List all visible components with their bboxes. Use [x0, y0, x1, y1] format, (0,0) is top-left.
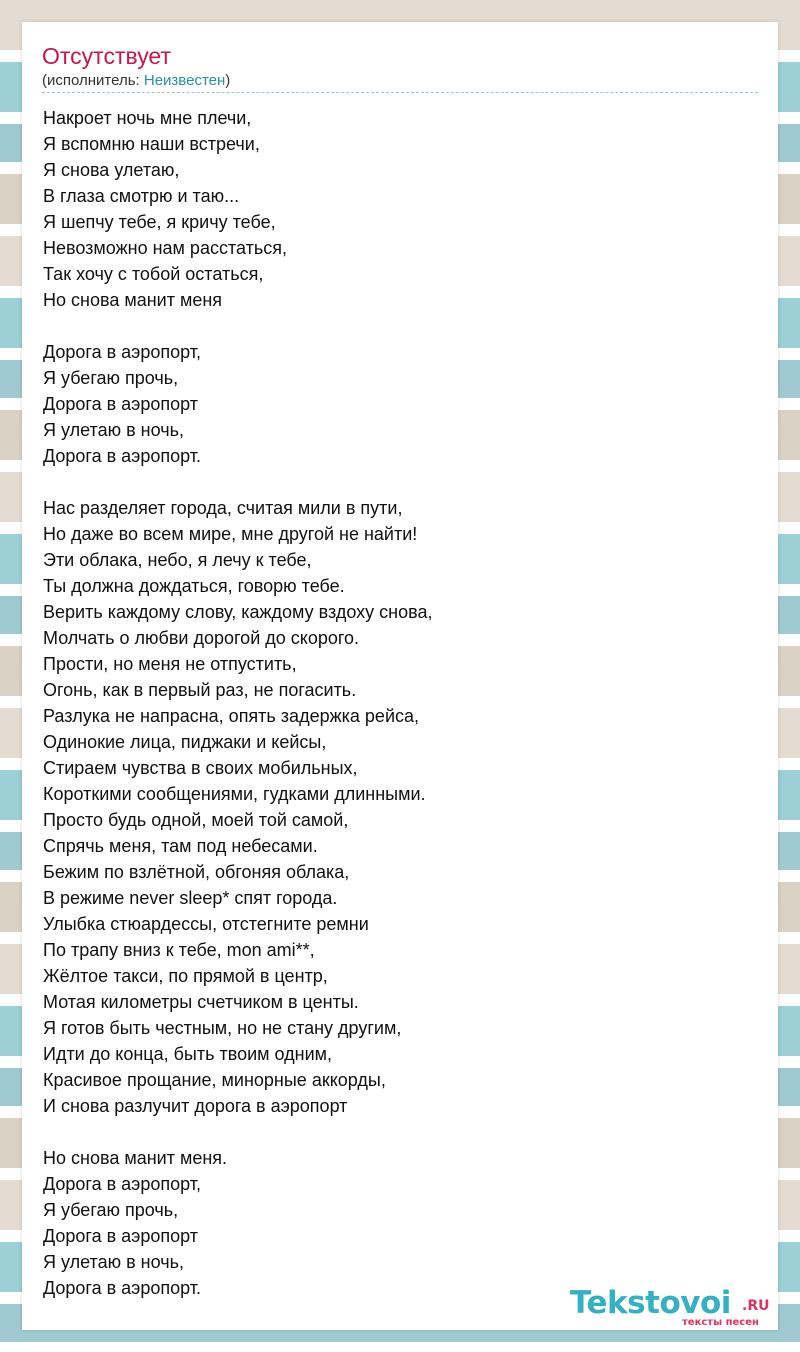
lyrics-line: Но даже во всем мире, мне другой не найти! [43, 524, 418, 544]
lyrics-line: Я вспомню наши встречи, [43, 134, 260, 154]
lyrics-line: Прости, но меня не отпустить, [43, 654, 297, 674]
artist-link[interactable]: Неизвестен [143, 72, 226, 89]
title-divider [42, 92, 758, 93]
lyrics-line: Невозможно нам расстаться, [43, 238, 287, 258]
lyrics-stanza [43, 495, 743, 1119]
lyrics-line: Огонь, как в первый раз, не погасить. [43, 680, 357, 700]
lyrics-line: Дорога в аэропорт [43, 1226, 199, 1246]
lyrics-line: По трапу вниз к тебе, mon ami**, [43, 940, 315, 960]
lyrics-line: Но снова манит меня. [43, 1148, 228, 1168]
artist-prefix: (исполнитель: [42, 72, 144, 89]
logo-tagline: тексты песен [682, 1317, 759, 1328]
lyrics-line: Верить каждому слову, каждому вздоху снова, [43, 602, 433, 622]
lyrics-line: В режиме never sleep* спят города. [43, 888, 338, 908]
lyrics-line: Накроет ночь мне плечи, [43, 108, 252, 128]
logo-tld: .RU [742, 1298, 770, 1314]
lyrics-line: Стираем чувства в своих мобильных, [43, 758, 358, 778]
lyrics-line: Красивое прощание, минорные аккорды, [43, 1070, 386, 1090]
lyrics-line: Бежим по взлётной, обгоняя облака, [43, 862, 350, 882]
lyrics-line: Мотая километры счетчиком в центы. [43, 992, 359, 1012]
artist-line [42, 72, 230, 90]
lyrics-line: Молчать о любви дорогой до скорого. [43, 628, 360, 648]
lyrics-line: Дорога в аэропорт. [43, 1278, 202, 1298]
lyrics-line: Короткими сообщениями, гудками длинными. [43, 784, 426, 804]
lyrics-line: Но снова манит меня [43, 290, 223, 310]
lyrics-line: Разлука не напрасна, опять задержка рейса, [43, 706, 420, 726]
lyrics-line: Эти облака, небо, я лечу к тебе, [43, 550, 312, 570]
lyrics-line: И снова разлучит дорога в аэропорт [43, 1096, 348, 1116]
lyrics-line: Дорога в аэропорт, [43, 342, 202, 362]
logo-wordmark: Tekstovoi [570, 1285, 731, 1321]
lyrics-line: Улыбка стюардессы, отстегните ремни [43, 914, 369, 934]
lyrics-line: Так хочу с тобой остаться, [43, 264, 264, 284]
lyrics-card [22, 22, 778, 1330]
lyrics-text [43, 105, 743, 1327]
lyrics-line: Я убегаю прочь, [43, 368, 179, 388]
lyrics-line: Идти до конца, быть твоим одним, [43, 1044, 333, 1064]
lyrics-line: Просто будь одной, моей той самой, [43, 810, 349, 830]
lyrics-line: В глаза смотрю и таю... [43, 186, 240, 206]
lyrics-line: Я убегаю прочь, [43, 1200, 179, 1220]
site-logo[interactable] [570, 1286, 775, 1328]
lyrics-line: Я снова улетаю, [43, 160, 180, 180]
lyrics-line: Я шепчу тебе, я кричу тебе, [43, 212, 276, 232]
lyrics-line: Дорога в аэропорт [43, 394, 199, 414]
artist-suffix: ) [225, 72, 231, 89]
lyrics-line: Жёлтое такси, по прямой в центр, [43, 966, 328, 986]
lyrics-line: Я улетаю в ночь, [43, 420, 184, 440]
song-title: Отсутствует [42, 43, 171, 69]
lyrics-line: Я улетаю в ночь, [43, 1252, 184, 1272]
lyrics-line: Дорога в аэропорт. [43, 446, 202, 466]
lyrics-stanza [43, 339, 743, 469]
lyrics-line: Дорога в аэропорт, [43, 1174, 202, 1194]
lyrics-stanza [43, 1145, 743, 1301]
lyrics-line: Я готов быть честным, но не стану другим, [43, 1018, 402, 1038]
lyrics-line: Одинокие лица, пиджаки и кейсы, [43, 732, 327, 752]
lyrics-line: Ты должна дождаться, говорю тебе. [43, 576, 345, 596]
lyrics-stanza [43, 105, 743, 313]
lyrics-line: Нас разделяет города, считая мили в пути, [43, 498, 403, 518]
lyrics-line: Спрячь меня, там под небесами. [43, 836, 318, 856]
